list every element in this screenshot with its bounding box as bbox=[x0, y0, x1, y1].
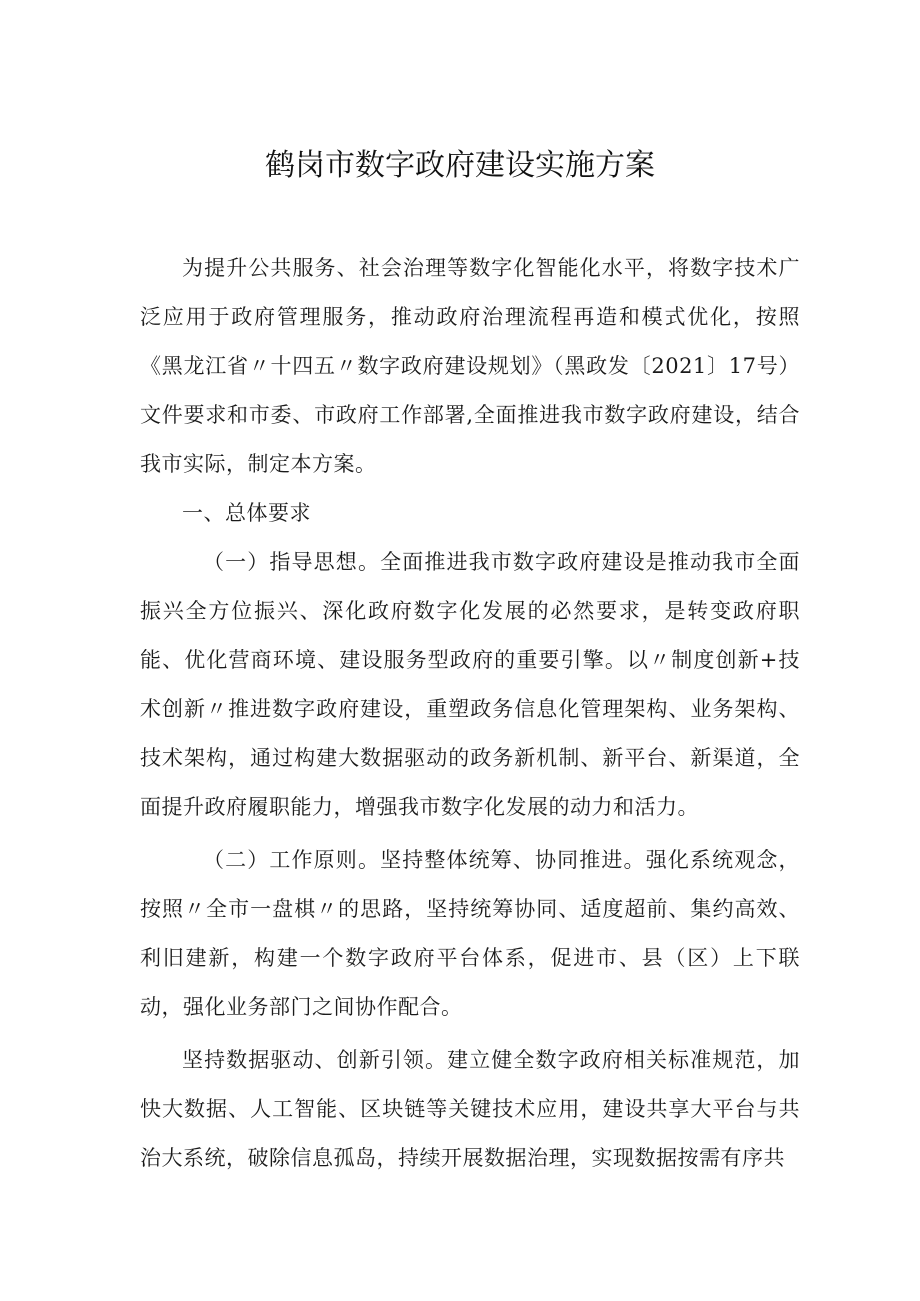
section-heading-general-requirements: 一、总体要求 bbox=[182, 501, 311, 525]
intro-paragraph: 为提升公共服务、社会治理等数字化智能化水平，将数字技术广泛应用于政府管理服务，推动政府治理流程再造和模式优化，按照《黑龙江省〃十四五〃数字政府建设规划》（黑政发〔2021〕17号）文件要求和市委、市政府工作部署,全面推进我市数字政府建设，结合我市实际，制定本方案。 bbox=[140, 256, 800, 476]
paragraph-working-principles: （二）工作原则。坚持整体统筹、协同推进。强化系统观念，按照〃全市一盘棋〃的思路，坚持统筹协同、适度超前、集约高效、利旧建新，构建一个数字政府平台体系，促进市、县（区）上下联动，强化业务部门之间协作配合。 bbox=[140, 848, 800, 1019]
document-title: 鹤岗市数字政府建设实施方案 bbox=[265, 148, 655, 183]
paragraph-data-driven: 坚持数据驱动、创新引领。建立健全数字政府相关标准规范，加快大数据、人工智能、区块链等关键技术应用，建设共享大平台与共治大系统，破除信息孤岛，持续开展数据治理，实现数据按需有序共 bbox=[140, 1048, 800, 1170]
paragraph-guiding-ideology: （一）指导思想。全面推进我市数字政府建设是推动我市全面振兴全方位振兴、深化政府数字化发展的必然要求，是转变政府职能、优化营商环境、建设服务型政府的重要引擎。以〃制度创新+技术创新〃推进数字政府建设，重塑政务信息化管理架构、业务架构、技术架构，通过构建大数据驱动的政务新机制、新平台、新渠道，全面提升政府履职能力，增强我市数字化发展的动力和活力。 bbox=[140, 550, 800, 819]
document-body bbox=[140, 244, 800, 1183]
